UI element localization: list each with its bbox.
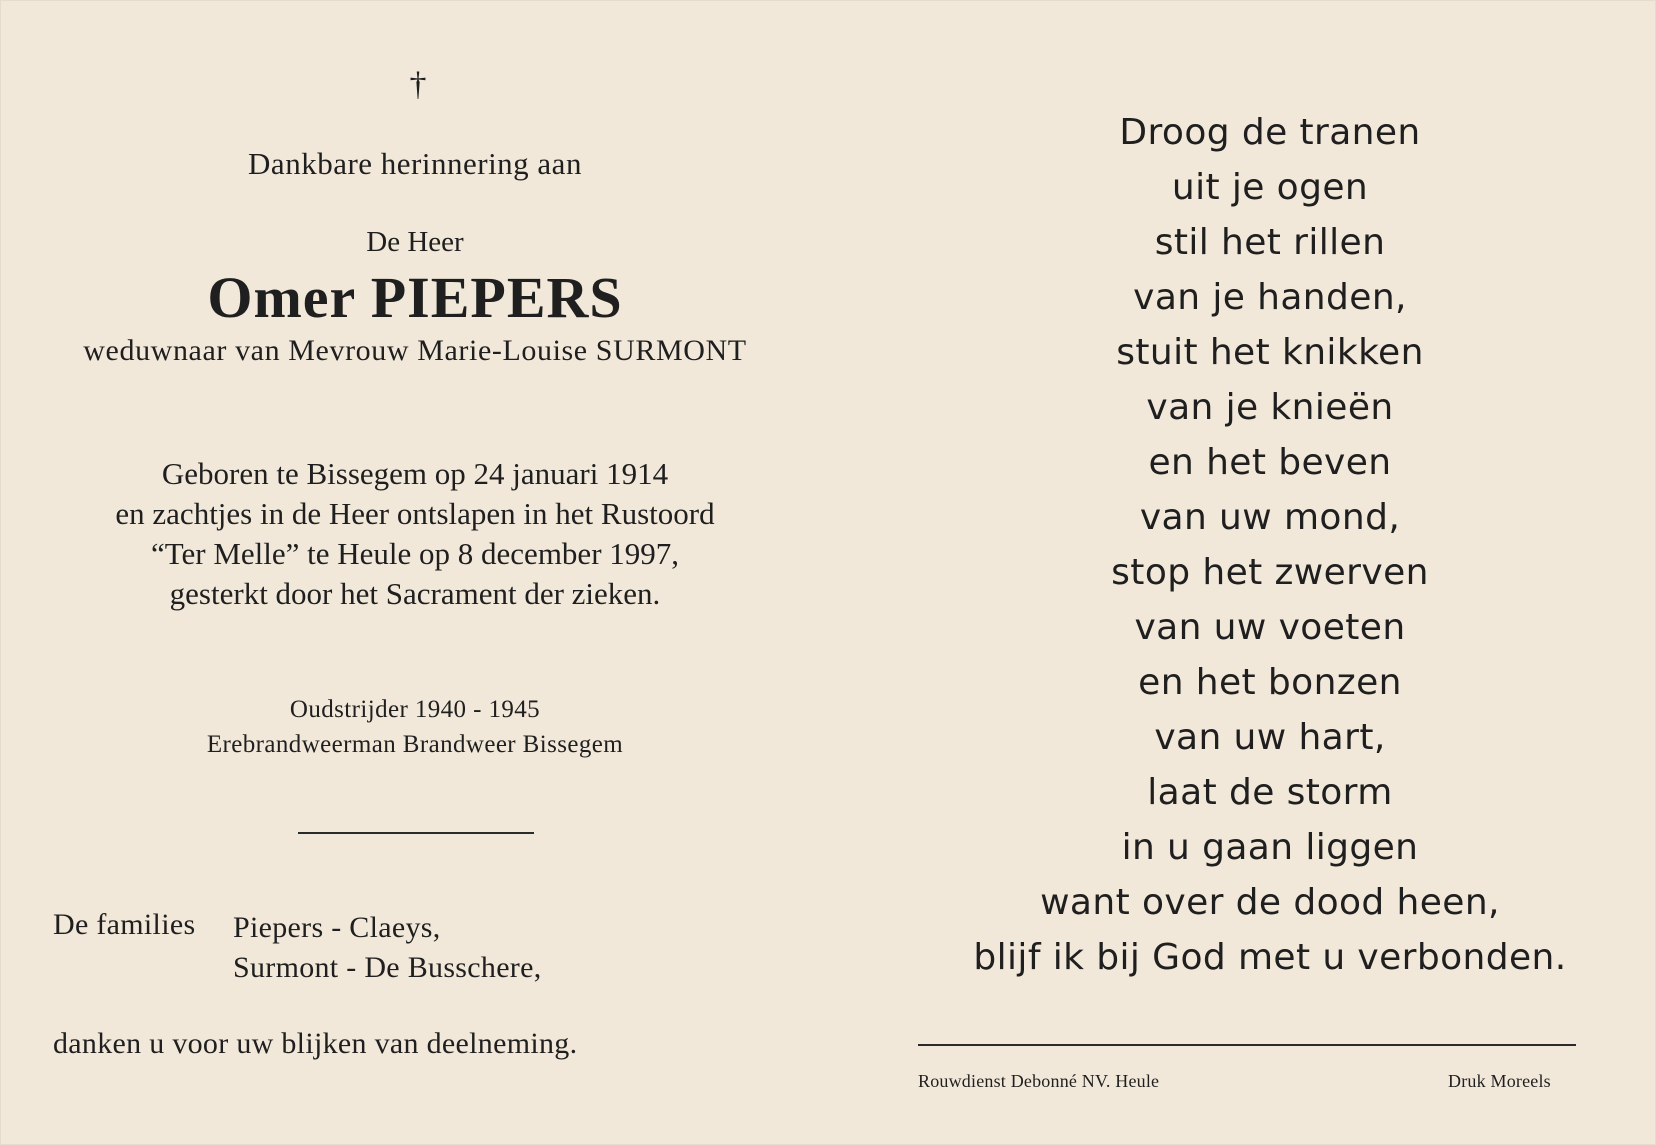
remembrance-heading: Dankbare herinnering aan <box>248 146 582 181</box>
biography <box>0 454 830 614</box>
families-names <box>233 908 542 988</box>
thanks-line: danken u voor uw blijken van deelneming. <box>53 1027 578 1060</box>
poem-line: in u gaan liggen <box>1121 827 1419 868</box>
family-name: Piepers - Claeys, <box>233 911 441 944</box>
honors <box>0 692 830 762</box>
bio-line: gesterkt door het Sacrament der zieken. <box>169 576 661 611</box>
poem-line: stop het zwerven <box>1111 552 1429 593</box>
poem-line: laat de storm <box>1147 772 1393 813</box>
poem-line: Droog de tranen <box>1119 112 1421 153</box>
divider <box>298 832 534 834</box>
poem <box>900 105 1640 985</box>
bio-line: en zachtjes in de Heer ontslapen in het Rustoord <box>115 496 715 531</box>
poem-line: stuit het knikken <box>1116 332 1424 373</box>
poem-line: van je handen, <box>1133 277 1407 318</box>
poem-line: van je knieën <box>1146 387 1394 428</box>
poem-line: want over de dood heen, <box>1040 882 1500 923</box>
cross-icon: † <box>409 66 427 103</box>
honor-line: Erebrandweerman Brandweer Bissegem <box>206 731 624 758</box>
bio-line: “Ter Melle” te Heule op 8 december 1997, <box>150 536 680 571</box>
family-name: Surmont - De Busschere, <box>233 951 542 984</box>
spouse-line: weduwnaar van Mevrouw Marie-Louise SURMONT <box>83 334 747 367</box>
bio-line: Geboren te Bissegem op 24 januari 1914 <box>161 456 669 491</box>
poem-line: van uw mond, <box>1139 497 1401 538</box>
footer-divider <box>918 1044 1576 1046</box>
honor-line: Oudstrijder 1940 - 1945 <box>289 696 541 723</box>
printer-credit: Druk Moreels <box>1448 1071 1551 1091</box>
families-label: De families <box>53 908 196 941</box>
poem-line: van uw voeten <box>1134 607 1406 648</box>
funeral-service-credit: Rouwdienst Debonné NV. Heule <box>918 1071 1160 1091</box>
poem-line: uit je ogen <box>1171 167 1369 208</box>
poem-line: en het bonzen <box>1138 662 1402 703</box>
honorific: De Heer <box>366 226 464 258</box>
poem-line: van uw hart, <box>1154 717 1386 758</box>
poem-line: en het beven <box>1148 442 1392 483</box>
deceased-name: Omer PIEPERS <box>207 265 623 330</box>
poem-line: stil het rillen <box>1154 222 1386 263</box>
poem-line: blijf ik bij God met u verbonden. <box>973 937 1567 978</box>
